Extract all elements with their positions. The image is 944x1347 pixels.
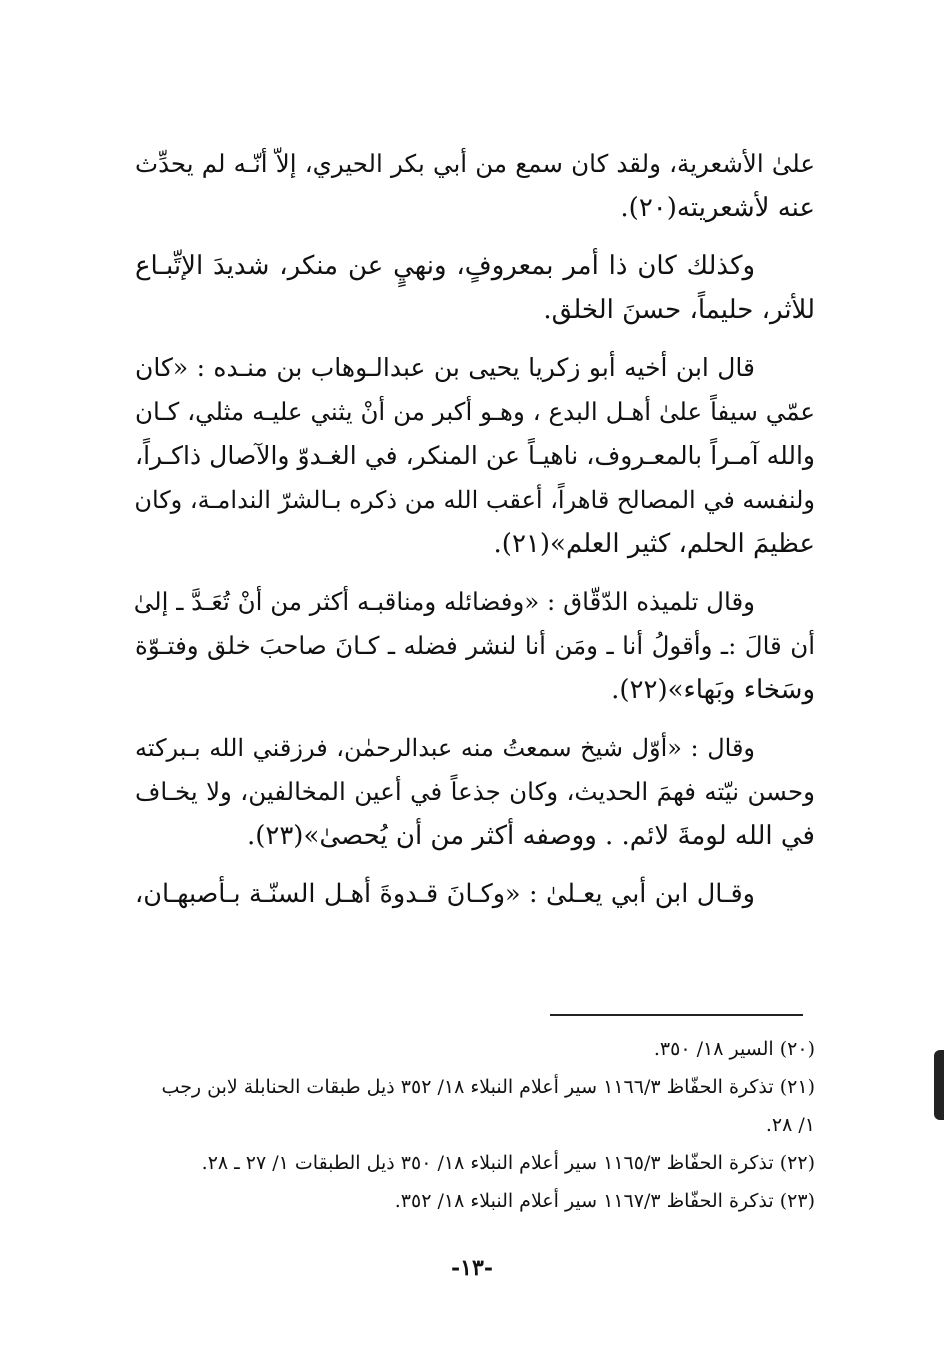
footnotes xyxy=(135,1030,815,1220)
text-line: عمّي سيفاً علىٰ أهـل البدع ، وهـو أكبر من أنْ يثني عليـه مثلي، كـان xyxy=(135,397,815,426)
text-line: في الله لومةَ لائم. . ووصفه أكثر من أن يُحصىٰ»(٢٣). xyxy=(246,821,815,851)
text-line: ولنفسه في المصالح قاهراً، أعقب الله من ذكره بـالشرّ الندامـة، وكان xyxy=(134,486,815,514)
footnote: (٢٢) تذكرة الحفّاظ ١١٦٥/٣ سير أعلام النبلاء ١٨/ ٣٥٠ ذيل الطبقات ١/ ٢٧ ـ ٢٨. xyxy=(201,1152,815,1174)
paragraph xyxy=(135,726,815,858)
paragraph xyxy=(135,142,815,230)
text-line: قال ابن أخيه أبو زكريا يحيى بن عبدالـوهاب بن منـده : «كان xyxy=(135,353,755,382)
text-line: عنه لأشعريته(٢٠). xyxy=(620,193,815,223)
text-line: وقال تلميذه الدّقّاق : «وفضائله ومناقبـه أكثر من أنْ تُعَـدَّ ـ إلىٰ xyxy=(133,587,755,616)
text-line: وحسن نيّته فهمَ الحديث، وكان جذعاً في أعين المخالفين، ولا يخـاف xyxy=(135,777,815,806)
main-text xyxy=(135,142,815,930)
text-line: وقال : «أوّل شيخ سمعتُ منه عبدالرحمٰن، فرزقني الله بـبركته xyxy=(135,734,756,762)
paragraph xyxy=(135,346,815,566)
page-number: -١٣- xyxy=(451,1255,493,1281)
footnote: (٢٠) السير ١٨/ ٣٥٠. xyxy=(653,1038,815,1060)
text-line: علىٰ الأشعرية، ولقد كان سمع من أبي بكر الحيري، إلاّ أنّـه لم يحدِّث xyxy=(135,149,815,178)
text-line: أن قالَ :ـ وأقولُ أنا ـ ومَن أنا لنشر فضله ـ كـانَ صاحبَ خلق وفتـوّة xyxy=(135,631,815,660)
text-line: والله آمـراً بالمعـروف، ناهيـاً عن المنكر، في الغـدوّ والآصال ذاكـراً، xyxy=(135,441,815,470)
paragraph xyxy=(135,580,815,712)
text-line: وسَخاء وبَهاء»(٢٢). xyxy=(611,675,815,705)
footnote-continuation: ١/ ٢٨. xyxy=(765,1114,815,1136)
footnote: (٢١) تذكرة الحفّاظ ١١٦٦/٣ سير أعلام النبلاء ١٨/ ٣٥٢ ذيل طبقات الحنابلة لابن رجب xyxy=(161,1076,815,1098)
text-line: وكذلك كان ذا أمر بمعروفٍ، ونهيٍ عن منكر، شديدَ الإتِّبـاع xyxy=(135,251,755,281)
page-scan-edge xyxy=(934,1050,944,1120)
text-line: عظيمَ الحلم، كثير العلم»(٢١). xyxy=(493,529,815,559)
footnote-separator xyxy=(550,1014,803,1016)
text-line: وقـال ابن أبي يعـلىٰ : «وكـانَ قـدوةَ أهـل السنّـة بـأصبهـان، xyxy=(135,879,755,909)
text-line: للأثر، حليماً، حسنَ الخلق. xyxy=(543,295,815,325)
paragraph xyxy=(135,244,815,332)
footnote: (٢٣) تذكرة الحفّاظ ١١٦٧/٣ سير أعلام النبلاء ١٨/ ٣٥٢. xyxy=(394,1190,815,1212)
paragraph xyxy=(135,872,815,916)
